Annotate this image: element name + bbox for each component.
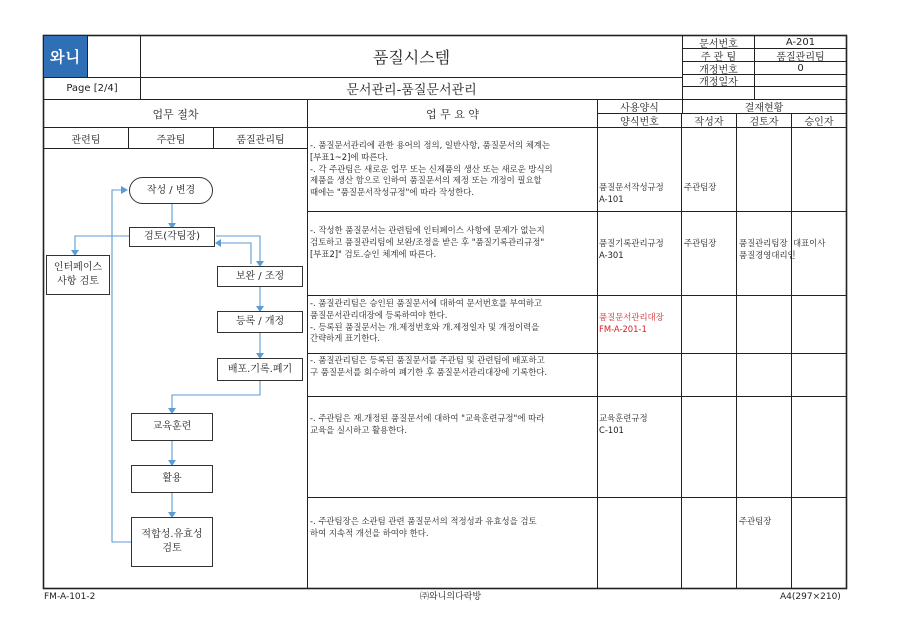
summary-line: 때에는 "품질문서작성규정"에 따라 작성한다. bbox=[310, 187, 474, 198]
doc-number-value: A-201 bbox=[785, 36, 816, 48]
summary-line: 검토하고 품질관리팀에 보완/조정을 받은 후 "품질기록관리규정" bbox=[310, 236, 545, 247]
row4-summary bbox=[310, 355, 547, 379]
flow-training-step bbox=[131, 413, 213, 441]
row2-author: 주관팀장 bbox=[684, 238, 717, 248]
flow-interface-line2: 사항 검토 bbox=[57, 276, 99, 287]
flow-interface-step bbox=[46, 255, 110, 295]
summary-line: -. 주관팀은 재.개정된 품질문서에 대하여 "교육훈련규정"에 따라 bbox=[310, 413, 545, 423]
team-value: 품질관리팀 bbox=[776, 51, 825, 61]
row5-summary bbox=[310, 413, 544, 437]
flow-use-step bbox=[131, 465, 213, 493]
reviewer-header: 검토자 bbox=[749, 117, 779, 127]
row2-reviewer bbox=[739, 238, 796, 262]
procedure-header: 업무 절차 bbox=[152, 107, 199, 121]
summary-line: [부표2]" 검토.승인 체계에 따른다. bbox=[310, 248, 437, 259]
team-label: 주 관 팀 bbox=[700, 51, 737, 61]
form-number: A-101 bbox=[599, 193, 624, 204]
author-header: 작성자 bbox=[694, 117, 724, 127]
summary-line: -. 등록된 품질문서는 개.제정번호와 개.제정일자 및 개정이력을 bbox=[310, 321, 540, 332]
row1-summary bbox=[310, 140, 553, 199]
reviewer-name: 품질관리팀장 bbox=[739, 238, 788, 248]
form-name: 교육훈련규정 bbox=[599, 413, 648, 423]
summary-line: -. 품질문서관리에 관한 용어의 정의, 일반사항, 품질문서의 체계는 bbox=[310, 140, 550, 150]
revision-number-value: 0 bbox=[797, 62, 804, 74]
summary-line: -. 품질관리팀은 승인된 품질문서에 대하여 문서번호를 부여하고 bbox=[310, 298, 543, 308]
flow-review-step bbox=[129, 227, 215, 247]
team-quality: 품질관리팀 bbox=[236, 134, 285, 146]
flow-create-label: 작성 / 변경 bbox=[146, 184, 196, 196]
flow-validity-line2: 검토 bbox=[162, 543, 182, 554]
form-name: 품질문서관리대장 bbox=[599, 312, 664, 322]
summary-line: -. 주관팀장은 소관팀 관련 품질문서의 적정성과 유효성을 검토 bbox=[310, 516, 537, 526]
form-used-header: 사용양식 bbox=[620, 103, 659, 113]
form-number: C-101 bbox=[599, 424, 624, 435]
approver-header: 승인자 bbox=[804, 117, 834, 127]
row5-form bbox=[599, 413, 648, 437]
approval-header: 결재현황 bbox=[744, 103, 784, 113]
summary-line: 품질문서관리대장에 등록하여야 한다. bbox=[310, 309, 448, 320]
reviewer-name: 품질경영대리인 bbox=[739, 249, 796, 260]
row1-form bbox=[599, 182, 664, 206]
summary-line: 간략하게 표기한다. bbox=[310, 333, 381, 344]
summary-line: -. 품질관리팀은 등록된 품질문서를 주관팀 및 관련팀에 배포하고 bbox=[310, 355, 545, 365]
form-number: FM-A-201-1 bbox=[599, 323, 647, 334]
summary-line: 교육을 실시하고 활용한다. bbox=[310, 424, 407, 435]
form-name: 품질문서작성규정 bbox=[599, 182, 664, 192]
flow-review-label: 검토(각팀장) bbox=[143, 231, 201, 242]
form-number: A-301 bbox=[599, 249, 624, 260]
form-number-header: 양식번호 bbox=[620, 117, 659, 127]
flow-register-label: 등록 / 개정 bbox=[235, 316, 285, 327]
summary-line: -. 각 주관팀은 새로운 업무 또는 신제품의 생산 또는 새로운 방식의 bbox=[310, 163, 553, 174]
row2-form bbox=[599, 238, 664, 262]
flow-interface-line1: 인터페이스 bbox=[53, 262, 103, 273]
row1-author: 주관팀장 bbox=[684, 182, 717, 192]
summary-line: 제품을 생산 함으로 인하여 품질문서의 제정 또는 개정이 필요할 bbox=[310, 175, 542, 186]
row3-summary bbox=[310, 298, 542, 345]
summary-line: 하여 지속적 개선을 하여야 한다. bbox=[310, 527, 429, 538]
summary-header: 업 무 요 약 bbox=[426, 107, 479, 121]
page-number: Page [2/4] bbox=[66, 83, 118, 94]
footer-paper-size: A4(297×210) bbox=[780, 592, 841, 602]
summary-line: 구 품질문서를 회수하여 폐기한 후 품질문서관리대장에 기록한다. bbox=[310, 366, 548, 377]
flow-use-label: 활용 bbox=[162, 473, 182, 484]
flow-training-label: 교육훈련 bbox=[152, 421, 192, 432]
flow-validity-step bbox=[131, 517, 213, 567]
flow-supplement-label: 보완 / 조정 bbox=[235, 270, 285, 282]
revision-number-label: 개정번호 bbox=[699, 64, 738, 74]
team-related: 관련팀 bbox=[71, 134, 101, 146]
footer-company: ㈜와니의다락방 bbox=[420, 592, 482, 602]
footer-form-code: FM-A-101-2 bbox=[44, 592, 96, 602]
flow-create-terminal bbox=[129, 177, 213, 204]
row2-summary bbox=[310, 225, 545, 260]
form-name: 품질기록관리규정 bbox=[599, 238, 664, 248]
page-title: 품질시스템 bbox=[372, 48, 451, 67]
team-owner: 주관팀 bbox=[156, 134, 186, 146]
row2-approver: 대표이사 bbox=[793, 238, 826, 248]
summary-line: -. 작성한 품질문서는 관련팀에 인터페이스 사항에 문제가 없는지 bbox=[310, 225, 545, 235]
revision-date-value bbox=[755, 75, 846, 86]
page-subtitle: 문서관리-품질문서관리 bbox=[346, 83, 477, 98]
logo-text: 와니 bbox=[50, 48, 81, 66]
flow-distribute-step bbox=[217, 358, 303, 381]
flow-register-step bbox=[217, 311, 303, 333]
revision-date-label: 개정일자 bbox=[699, 77, 738, 86]
row6-summary bbox=[310, 516, 537, 540]
company-logo bbox=[44, 36, 87, 77]
summary-line: [부표1~2]에 따른다. bbox=[310, 151, 389, 162]
row6-reviewer: 주관팀장 bbox=[739, 516, 772, 526]
row3-form bbox=[599, 312, 664, 336]
doc-number-label: 문서번호 bbox=[699, 38, 738, 48]
flow-distribute-label: 배포.기록.폐기 bbox=[227, 363, 293, 375]
flow-validity-line1: 적합성.유효성 bbox=[141, 529, 203, 540]
flow-supplement-step bbox=[217, 266, 303, 287]
